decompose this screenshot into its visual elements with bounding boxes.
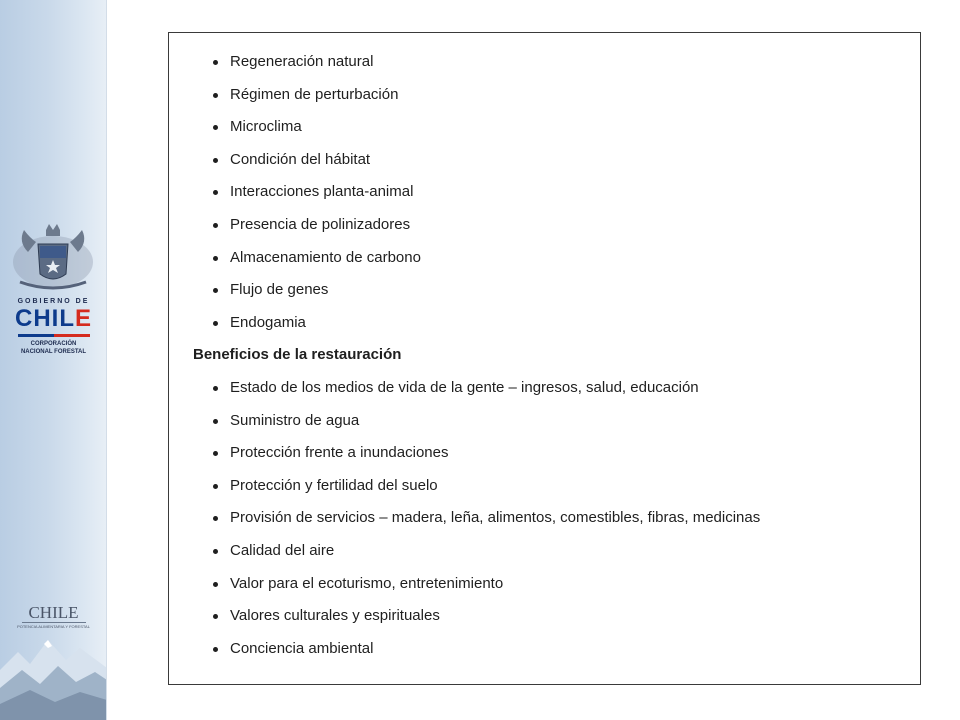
chile-logo — [0, 306, 107, 332]
list-item-text: Regeneración natural — [230, 53, 374, 70]
list-item — [193, 209, 920, 242]
bullet-icon — [213, 451, 218, 456]
list-item-text: Protección frente a inundaciones — [230, 444, 449, 462]
list-item-text: Endogamia — [230, 313, 306, 331]
list-item — [193, 144, 920, 177]
bullet-icon — [213, 484, 218, 489]
list-item-text: Valores culturales y espirituales — [230, 607, 440, 625]
brand-divider — [22, 622, 86, 623]
list-item — [193, 470, 920, 503]
chile-logo-e: E — [74, 305, 92, 332]
list-item — [193, 633, 920, 666]
list-item-text: Estado de los medios de vida de la gente – ingresos, salud, educación — [230, 378, 699, 396]
sidebar-banner — [0, 0, 107, 720]
list-item — [193, 307, 920, 340]
bullet-icon — [213, 386, 218, 391]
bullet-icon — [213, 288, 218, 293]
bullet-icon — [213, 223, 218, 228]
chile-brand-small: CHILE — [28, 603, 79, 622]
list-item — [193, 372, 920, 405]
list-item — [193, 600, 920, 633]
list-item-text: Interacciones planta-animal — [230, 183, 414, 201]
list-item-text: Suministro de agua — [230, 411, 360, 429]
bullet-icon — [213, 158, 218, 163]
corporation-name — [0, 340, 107, 356]
bullet-icon — [213, 190, 218, 195]
list-item-text: Régimen de perturbación — [230, 85, 399, 103]
list-item — [193, 79, 920, 112]
list-item — [193, 111, 920, 144]
list-item — [193, 46, 920, 79]
list-item-text: Calidad del aire — [230, 541, 335, 559]
list-item-text: Presencia de polinizadores — [230, 215, 411, 233]
bullet-icon — [213, 321, 218, 326]
list-item — [193, 437, 920, 470]
list-item-text: Provisión de servicios – madera, leña, alimentos, comestibles, fibras, medicinas — [230, 509, 761, 527]
gobierno-de-label: GOBIERNO DE — [17, 298, 90, 305]
logo-underline — [18, 334, 90, 337]
section-heading: Beneficios de la restauración — [193, 346, 402, 364]
list-item — [193, 274, 920, 307]
bullet-icon — [213, 516, 218, 521]
corporation-line-1: CORPORACIÓN — [30, 341, 77, 347]
bullet-icon — [213, 256, 218, 261]
list-item — [193, 535, 920, 568]
bullet-icon — [213, 614, 218, 619]
list-item-text: Valor para el ecoturismo, entretenimiento — [230, 574, 504, 592]
list-item-text: Condición del hábitat — [230, 150, 371, 168]
list-item-text: Flujo de genes — [230, 281, 329, 299]
bullet-icon — [213, 419, 218, 424]
content-box — [168, 32, 921, 685]
list-item-text: Conciencia ambiental — [230, 639, 374, 657]
bullet-icon — [213, 93, 218, 98]
bullet-icon — [213, 582, 218, 587]
coat-of-arms-icon — [8, 222, 98, 294]
bullet-icon — [213, 647, 218, 652]
chile-brand-tagline: POTENCIA ALIMENTARIA Y FORESTAL — [17, 624, 90, 629]
bullet-icon — [213, 549, 218, 554]
list-item — [193, 242, 920, 275]
list-item-text: Almacenamiento de carbono — [230, 248, 421, 266]
list-item — [193, 405, 920, 438]
list-item-text: Protección y fertilidad del suelo — [230, 476, 438, 494]
list-item — [193, 568, 920, 601]
corporation-line-2: NACIONAL FORESTAL — [20, 349, 87, 355]
ecological-indicators-list — [193, 46, 920, 339]
mountains-image — [0, 630, 107, 720]
bullet-icon — [213, 125, 218, 130]
chile-logo-main: CHIL — [14, 305, 75, 332]
list-item — [193, 502, 920, 535]
restoration-benefits-list — [193, 372, 920, 665]
list-item-text: Microclima — [230, 118, 302, 136]
bullet-icon — [213, 60, 218, 65]
list-item — [193, 176, 920, 209]
